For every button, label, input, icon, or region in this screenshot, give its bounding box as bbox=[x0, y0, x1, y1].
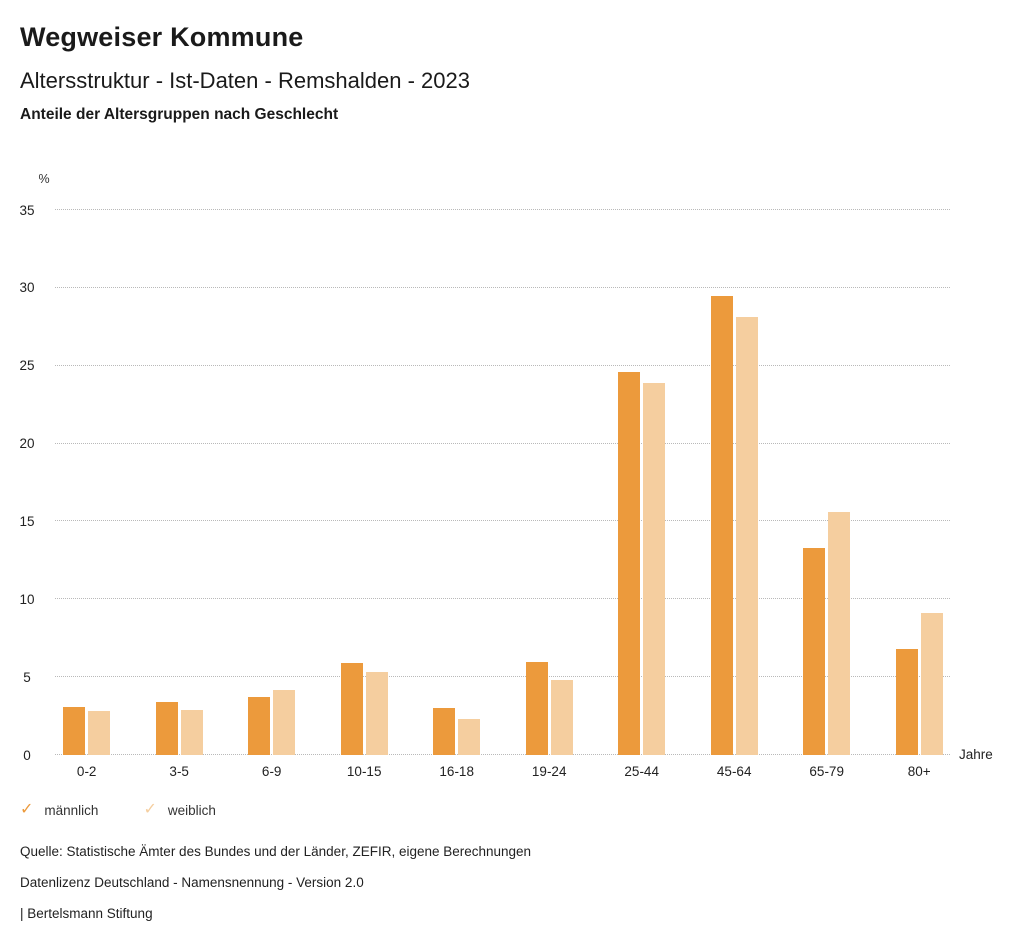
legend-label: männlich bbox=[44, 802, 99, 818]
bar-männlich-80+[interactable] bbox=[896, 649, 918, 755]
y-axis-unit-label: % bbox=[38, 172, 50, 186]
check-icon: ✓ bbox=[143, 801, 157, 818]
bar-männlich-16-18[interactable] bbox=[433, 708, 455, 755]
bar-männlich-19-24[interactable] bbox=[526, 662, 548, 755]
bar-group-25-44 bbox=[618, 210, 665, 755]
bar-männlich-65-79[interactable] bbox=[803, 548, 825, 755]
bar-group-3-5 bbox=[156, 210, 203, 755]
x-tick-label-10-15: 10-15 bbox=[346, 764, 382, 779]
y-tick-label-10: 10 bbox=[19, 591, 35, 607]
bar-weiblich-16-18[interactable] bbox=[458, 719, 480, 755]
y-tick-label-25: 25 bbox=[19, 358, 35, 374]
footer-license: Datenlizenz Deutschland - Namensnennung - Version 2.0 bbox=[20, 875, 364, 890]
bar-group-80+ bbox=[896, 210, 943, 755]
bar-weiblich-0-2[interactable] bbox=[88, 711, 110, 755]
bar-group-16-18 bbox=[433, 210, 480, 755]
chart-heading: Anteile der Altersgruppen nach Geschlecht bbox=[20, 106, 339, 123]
legend-item-weiblich[interactable] bbox=[143, 802, 215, 818]
bar-group-6-9 bbox=[248, 210, 295, 755]
plot-area bbox=[19, 172, 993, 779]
bar-group-65-79 bbox=[803, 210, 850, 755]
y-tick-label-20: 20 bbox=[19, 436, 35, 452]
bar-weiblich-80+[interactable] bbox=[921, 613, 943, 755]
bar-männlich-3-5[interactable] bbox=[156, 702, 178, 755]
x-tick-label-16-18: 16-18 bbox=[439, 764, 474, 779]
x-tick-label-19-24: 19-24 bbox=[531, 764, 567, 779]
legend-label: weiblich bbox=[167, 802, 216, 818]
bar-weiblich-25-44[interactable] bbox=[643, 383, 665, 755]
bar-weiblich-6-9[interactable] bbox=[273, 690, 295, 755]
page-title: Wegweiser Kommune bbox=[20, 22, 304, 52]
x-tick-label-65-79: 65-79 bbox=[809, 764, 844, 779]
x-tick-label-3-5: 3-5 bbox=[169, 764, 189, 779]
check-icon: ✓ bbox=[20, 801, 34, 818]
bar-männlich-0-2[interactable] bbox=[63, 707, 85, 755]
bar-weiblich-3-5[interactable] bbox=[181, 710, 203, 755]
footer-attribution: | Bertelsmann Stiftung bbox=[20, 906, 153, 921]
legend-item-maennlich[interactable] bbox=[20, 802, 98, 818]
x-axis-unit-label: Jahre bbox=[959, 747, 993, 762]
bar-weiblich-45-64[interactable] bbox=[736, 317, 758, 755]
bar-weiblich-65-79[interactable] bbox=[828, 512, 850, 755]
page-subtitle: Altersstruktur - Ist-Daten - Remshalden - 2023 bbox=[20, 68, 470, 93]
legend bbox=[20, 802, 261, 818]
footer-source: Quelle: Statistische Ämter des Bundes und der Länder, ZEFIR, eigene Berechnungen bbox=[20, 844, 532, 859]
bar-group-0-2 bbox=[63, 210, 110, 755]
bar-männlich-10-15[interactable] bbox=[341, 663, 363, 755]
x-tick-label-25-44: 25-44 bbox=[624, 764, 659, 779]
x-tick-label-6-9: 6-9 bbox=[261, 764, 282, 779]
bar-group-10-15 bbox=[341, 210, 388, 755]
bar-männlich-25-44[interactable] bbox=[618, 372, 640, 755]
x-tick-label-80+: 80+ bbox=[907, 764, 931, 779]
bar-weiblich-19-24[interactable] bbox=[551, 680, 573, 755]
y-tick-label-30: 30 bbox=[19, 280, 35, 296]
bar-weiblich-10-15[interactable] bbox=[366, 672, 388, 755]
x-tick-label-45-64: 45-64 bbox=[716, 764, 752, 779]
bar-group-19-24 bbox=[526, 210, 573, 755]
y-tick-label-15: 15 bbox=[19, 513, 35, 529]
bar-männlich-6-9[interactable] bbox=[248, 697, 270, 755]
x-tick-label-0-2: 0-2 bbox=[76, 764, 97, 779]
y-tick-label-5: 5 bbox=[23, 669, 31, 685]
bar-männlich-45-64[interactable] bbox=[711, 296, 733, 755]
bar-group-45-64 bbox=[711, 210, 758, 755]
y-tick-label-35: 35 bbox=[19, 202, 35, 218]
y-tick-label-0: 0 bbox=[23, 747, 31, 763]
